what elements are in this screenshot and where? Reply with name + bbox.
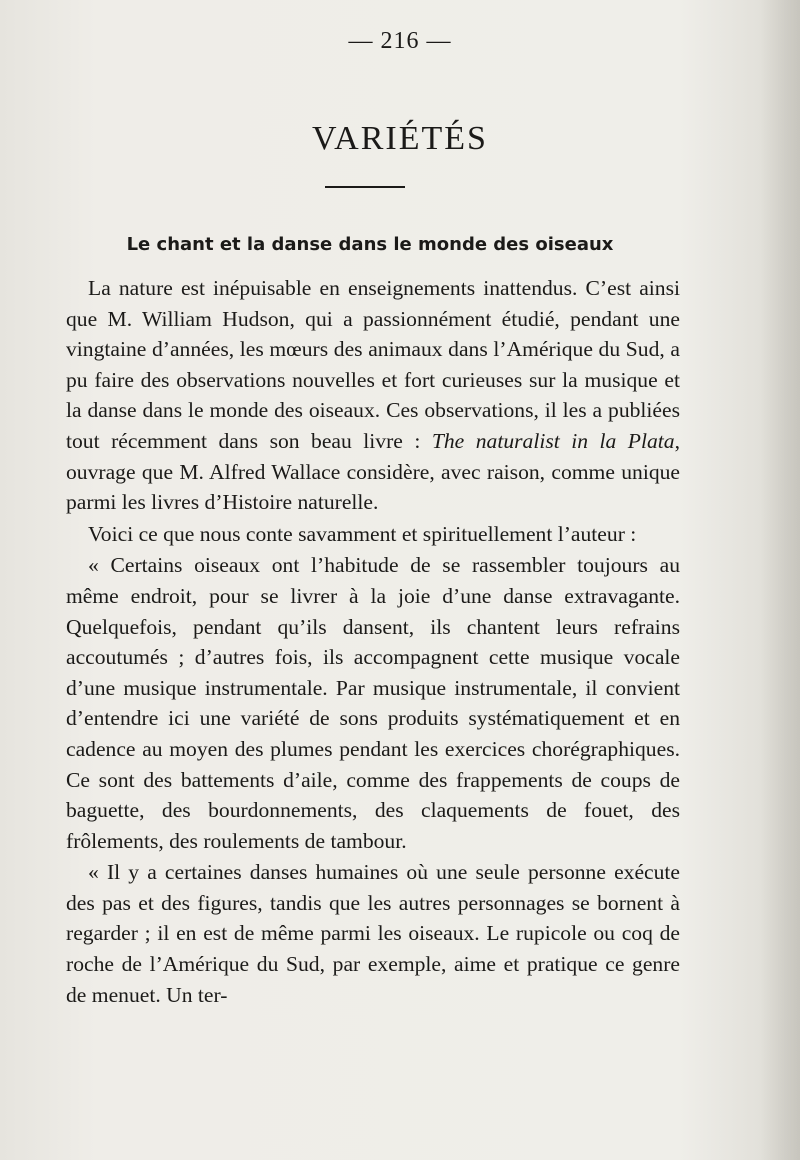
page-number: — 216 — [348, 28, 452, 54]
article-body [66, 273, 680, 1010]
section-title: VARIÉTÉS [312, 120, 488, 157]
paragraph-text: La nature est inépuisable en enseignements inattendus. C’est ainsi que M. William Hudson, qui a passionnément étudié, pendant une vingtaine d’années, les mœurs des animaux dans l’Amérique du Sud, a pu faire des observations nouvelles et fort curieuses sur la musique et la danse dans le monde des oiseaux. Ces observations, il les a publiées tout récemment dans son beau livre : [66, 276, 680, 453]
paragraph [66, 273, 680, 518]
book-title: The naturalist in la Plata [431, 428, 675, 453]
paragraph: Voici ce que nous conte savamment et spirituellement l’auteur : [88, 521, 637, 546]
title-rule [325, 186, 405, 188]
paragraph-text: , ouvrage que M. Alfred Wallace considère, avec raison, comme unique parmi les livres d’Histoire naturelle. [66, 428, 680, 515]
quotation-paragraph: « Certains oiseaux ont l’habitude de se rassembler toujours au même endroit, pour se livrer à la joie d’une danse extravagante. Quelquefois, pendant qu’ils dansent, ils chantent leurs refrains accoutumés ; d’autres fois, ils accompagnent cette musique vocale d’une musique instrumentale. Par musique instrumentale, il convient d’entendre ici une variété de sons produits systématiquement et en cadence au moyen des plumes pendant les exercices chorégraphiques. Ce sont des battements d’aile, comme des frappements de coups de baguette, des bourdonnements, des claquements de fouet, des frôlements, des roulements de tambour. [66, 553, 680, 853]
quotation-paragraph: « Il y a certaines danses humaines où une seule personne exécute des pas et des figures, tandis que les autres personnages se bornent à regarder ; il en est de même parmi les oiseaux. Le rupicole ou coq de roche de l’Amérique du Sud, par exemple, aime et pratique ce genre de menuet. Un ter- [66, 860, 680, 1007]
article-heading: Le chant et la danse dans le monde des oiseaux [126, 234, 614, 255]
